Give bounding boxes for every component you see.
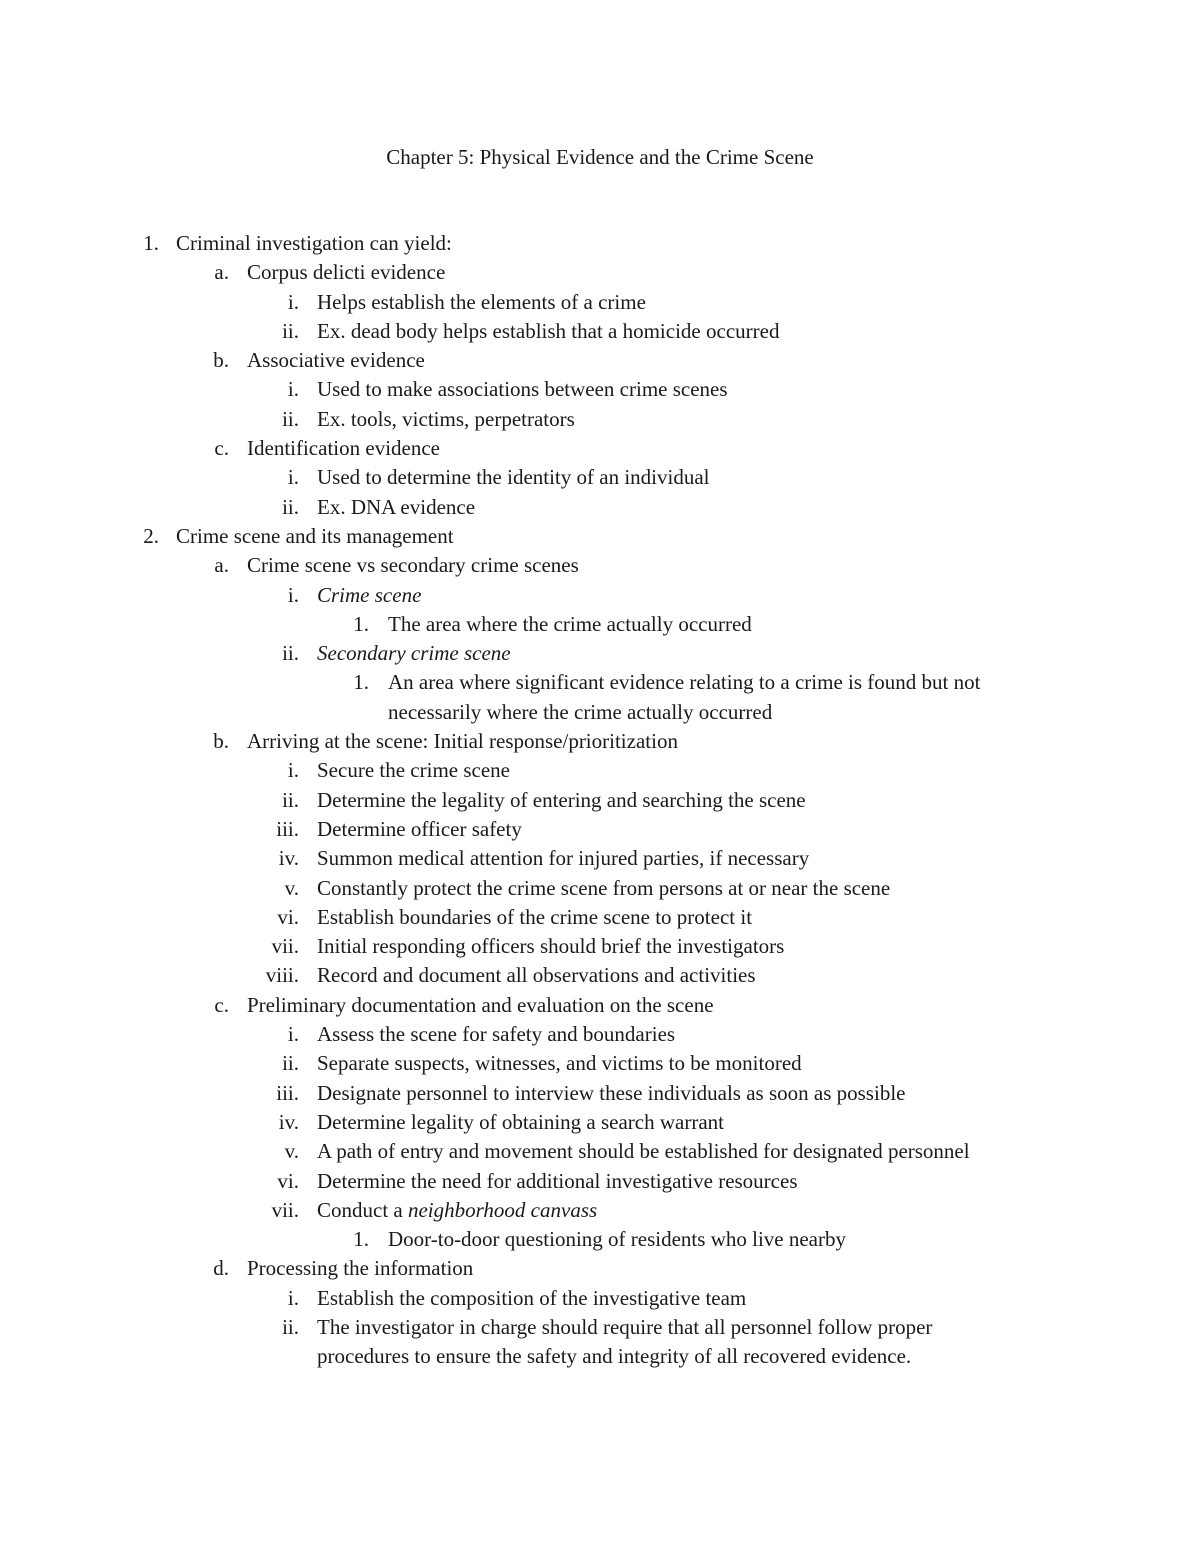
list-marker: 1. [353, 670, 369, 695]
list-marker: vi. [277, 904, 299, 929]
list-item-plain-text: Secure the crime scene [317, 758, 510, 783]
list-marker: v. [284, 875, 299, 900]
list-item-plain-text: Processing the information [247, 1256, 474, 1281]
outline-item [0, 375, 1200, 404]
list-item-italic-term: Crime scene [317, 582, 422, 607]
list-item-plain-text: Criminal investigation can yield: [176, 231, 452, 255]
list-marker: ii. [282, 1314, 299, 1339]
list-item-plain-text: Arriving at the scene: Initial response/prioritization [247, 729, 678, 754]
list-item-italic-term: neighborhood canvass [407, 1197, 598, 1222]
list-item-plain-text: Used to make associations between crime scenes [317, 377, 728, 402]
list-item-plain-text: The investigator in charge should require that all personnel follow proper [317, 1314, 933, 1339]
list-item-plain-text: Door-to-door questioning of residents who live nearby [388, 1227, 846, 1252]
list-item-plain-text: Summon medical attention for injured parties, if necessary [317, 846, 810, 871]
list-item-plain-text: Identification evidence [247, 436, 440, 461]
list-marker: b. [213, 348, 229, 373]
list-marker: 1. [353, 1227, 369, 1252]
list-item-plain-text: An area where significant evidence relating to a crime is found but not [388, 670, 981, 695]
list-item-plain-text: Establish the composition of the investigative team [317, 1285, 747, 1310]
list-item-plain-text: Used to determine the identity of an individual [317, 465, 710, 490]
list-item-plain-text: Determine the legality of entering and searching the scene [317, 787, 806, 812]
list-item-text [317, 1167, 798, 1196]
list-item-text [247, 258, 445, 287]
outline-item [0, 288, 1200, 317]
outline-item [0, 463, 1200, 492]
list-item-plain-text: Determine officer safety [317, 816, 522, 841]
outline-item [0, 1079, 1200, 1108]
list-marker: 1. [353, 611, 369, 636]
list-item-text [388, 610, 752, 639]
list-item-plain-text: Helps establish the elements of a crime [317, 289, 646, 314]
list-item-text [247, 1254, 473, 1283]
list-item-plain-text: Designate personnel to interview these individuals as soon as possible [317, 1080, 906, 1105]
list-item-text [317, 288, 646, 317]
list-marker: i. [287, 1285, 299, 1310]
outline-item [0, 493, 1200, 522]
outline-item [0, 258, 1200, 287]
outline-item [0, 610, 1200, 639]
list-item-text [317, 844, 809, 873]
list-item-text [388, 668, 980, 697]
list-item-plain-text: Separate suspects, witnesses, and victims to be monitored [317, 1051, 802, 1076]
list-marker: vii. [271, 934, 299, 959]
outline-item [0, 932, 1200, 961]
list-item-text [317, 581, 421, 610]
list-item-text [317, 405, 575, 434]
outline-item [0, 874, 1200, 903]
outline-item [0, 522, 1200, 551]
list-item-text [317, 1137, 970, 1166]
list-item-text [317, 639, 511, 668]
list-item-text [317, 375, 728, 404]
outline-item [0, 1049, 1200, 1078]
list-item-plain-text: Corpus delicti evidence [247, 260, 446, 285]
list-item-plain-text: Constantly protect the crime scene from persons at or near the scene [317, 875, 891, 900]
list-item-text [176, 229, 452, 258]
outline-item [0, 405, 1200, 434]
list-marker: i. [287, 1022, 299, 1047]
list-item-plain-text: Ex. DNA evidence [317, 494, 476, 519]
outline-item [0, 1254, 1200, 1283]
list-item-italic-term: Secondary crime scene [317, 641, 511, 666]
list-item-plain-text: Ex. dead body helps establish that a homicide occurred [317, 318, 780, 343]
list-item-text [317, 815, 522, 844]
list-marker: 2. [143, 523, 159, 548]
list-item-plain-text: Initial responding officers should brief the investigators [317, 934, 785, 959]
list-item-text [317, 932, 784, 961]
outline-item [0, 756, 1200, 785]
list-item-plain-text: Associative evidence [247, 348, 425, 373]
outline-item [0, 434, 1200, 463]
list-item-text [317, 1049, 802, 1078]
outline-item [0, 1137, 1200, 1166]
outline-item [0, 317, 1200, 346]
list-item-plain-text: procedures to ensure the safety and integrity of all recovered evidence. [317, 1344, 912, 1369]
list-marker: ii. [282, 787, 299, 812]
list-item-plain-text: Crime scene and its management [176, 523, 454, 548]
list-item-plain-text: Record and document all observations and activities [317, 963, 756, 988]
list-item-text [317, 1284, 746, 1313]
list-item-plain-text: Preliminary documentation and evaluation on the scene [247, 992, 714, 1017]
outline-item [0, 581, 1200, 610]
list-item-text [317, 1196, 597, 1225]
list-marker: ii. [282, 318, 299, 343]
list-marker: a. [214, 553, 229, 578]
list-item-plain-text: Ex. tools, victims, perpetrators [317, 406, 575, 431]
list-item-text [176, 522, 454, 551]
list-marker: c. [214, 992, 229, 1017]
outline-item [0, 786, 1200, 815]
list-item-text [388, 1225, 846, 1254]
list-item-text [317, 317, 779, 346]
list-item-text [247, 551, 579, 580]
list-marker: i. [287, 758, 299, 783]
list-item-plain-text: Crime scene vs secondary crime scenes [247, 553, 579, 578]
page-title: Chapter 5: Physical Evidence and the Crime Scene [386, 145, 814, 169]
list-marker: iii. [276, 816, 299, 841]
outline-item [0, 551, 1200, 580]
list-marker: iv. [278, 846, 299, 871]
list-item-text [317, 874, 890, 903]
list-marker: v. [284, 1139, 299, 1164]
list-marker: i. [287, 465, 299, 490]
list-marker: 1. [143, 231, 159, 255]
outline-item [0, 1108, 1200, 1137]
list-item-plain-text: Determine legality of obtaining a search warrant [317, 1109, 724, 1134]
list-marker: b. [213, 729, 229, 754]
list-item-text [317, 903, 752, 932]
list-item-text [247, 434, 440, 463]
list-item-text [317, 1313, 932, 1342]
list-item-text [388, 698, 772, 727]
list-item-text [317, 961, 756, 990]
list-item-text [317, 1342, 911, 1371]
outline-item [0, 1020, 1200, 1049]
list-marker: c. [214, 436, 229, 461]
outline-item [0, 991, 1200, 1020]
list-marker: iii. [276, 1080, 299, 1105]
outline-list [0, 229, 1200, 1372]
list-item-plain-text: Determine the need for additional investigative resources [317, 1168, 798, 1193]
list-item-plain-text: Conduct a [317, 1197, 408, 1222]
list-marker: i. [287, 377, 299, 402]
outline-item [0, 668, 1200, 697]
list-item-plain-text: Assess the scene for safety and boundaries [317, 1022, 676, 1047]
outline-item [0, 961, 1200, 990]
list-item-text [247, 991, 714, 1020]
list-marker: d. [213, 1256, 229, 1281]
outline-item-continuation [0, 698, 1200, 727]
list-item-text [247, 727, 678, 756]
outline-item-continuation [0, 1342, 1200, 1371]
list-item-text [317, 1108, 724, 1137]
list-item-text [317, 786, 806, 815]
list-marker: viii. [265, 963, 299, 988]
outline-item [0, 815, 1200, 844]
outline-item [0, 346, 1200, 375]
list-marker: ii. [282, 406, 299, 431]
list-item-text [247, 346, 425, 375]
outline-item [0, 844, 1200, 873]
outline-item [0, 1167, 1200, 1196]
outline-item [0, 1313, 1200, 1342]
list-item-text [317, 1079, 905, 1108]
list-marker: vi. [277, 1168, 299, 1193]
outline-item [0, 1225, 1200, 1254]
list-item-plain-text: necessarily where the crime actually occurred [388, 699, 773, 724]
list-marker: ii. [282, 1051, 299, 1076]
outline-item [0, 639, 1200, 668]
list-marker: iv. [278, 1109, 299, 1134]
list-item-plain-text: The area where the crime actually occurred [388, 611, 752, 636]
outline-item [0, 903, 1200, 932]
list-item-text [317, 493, 475, 522]
list-item-text [317, 463, 710, 492]
list-item-text [317, 1020, 675, 1049]
list-marker: ii. [282, 641, 299, 666]
list-item-plain-text: A path of entry and movement should be established for designated personnel [317, 1139, 970, 1164]
list-marker: i. [287, 289, 299, 314]
outline-item [0, 1284, 1200, 1313]
list-item-text [317, 756, 510, 785]
list-marker: a. [214, 260, 229, 285]
list-marker: vii. [271, 1197, 299, 1222]
outline-item [0, 1196, 1200, 1225]
list-item-plain-text: Establish boundaries of the crime scene to protect it [317, 904, 753, 929]
outline-item [0, 229, 1200, 258]
list-marker: i. [287, 582, 299, 607]
list-marker: ii. [282, 494, 299, 519]
outline-item [0, 727, 1200, 756]
